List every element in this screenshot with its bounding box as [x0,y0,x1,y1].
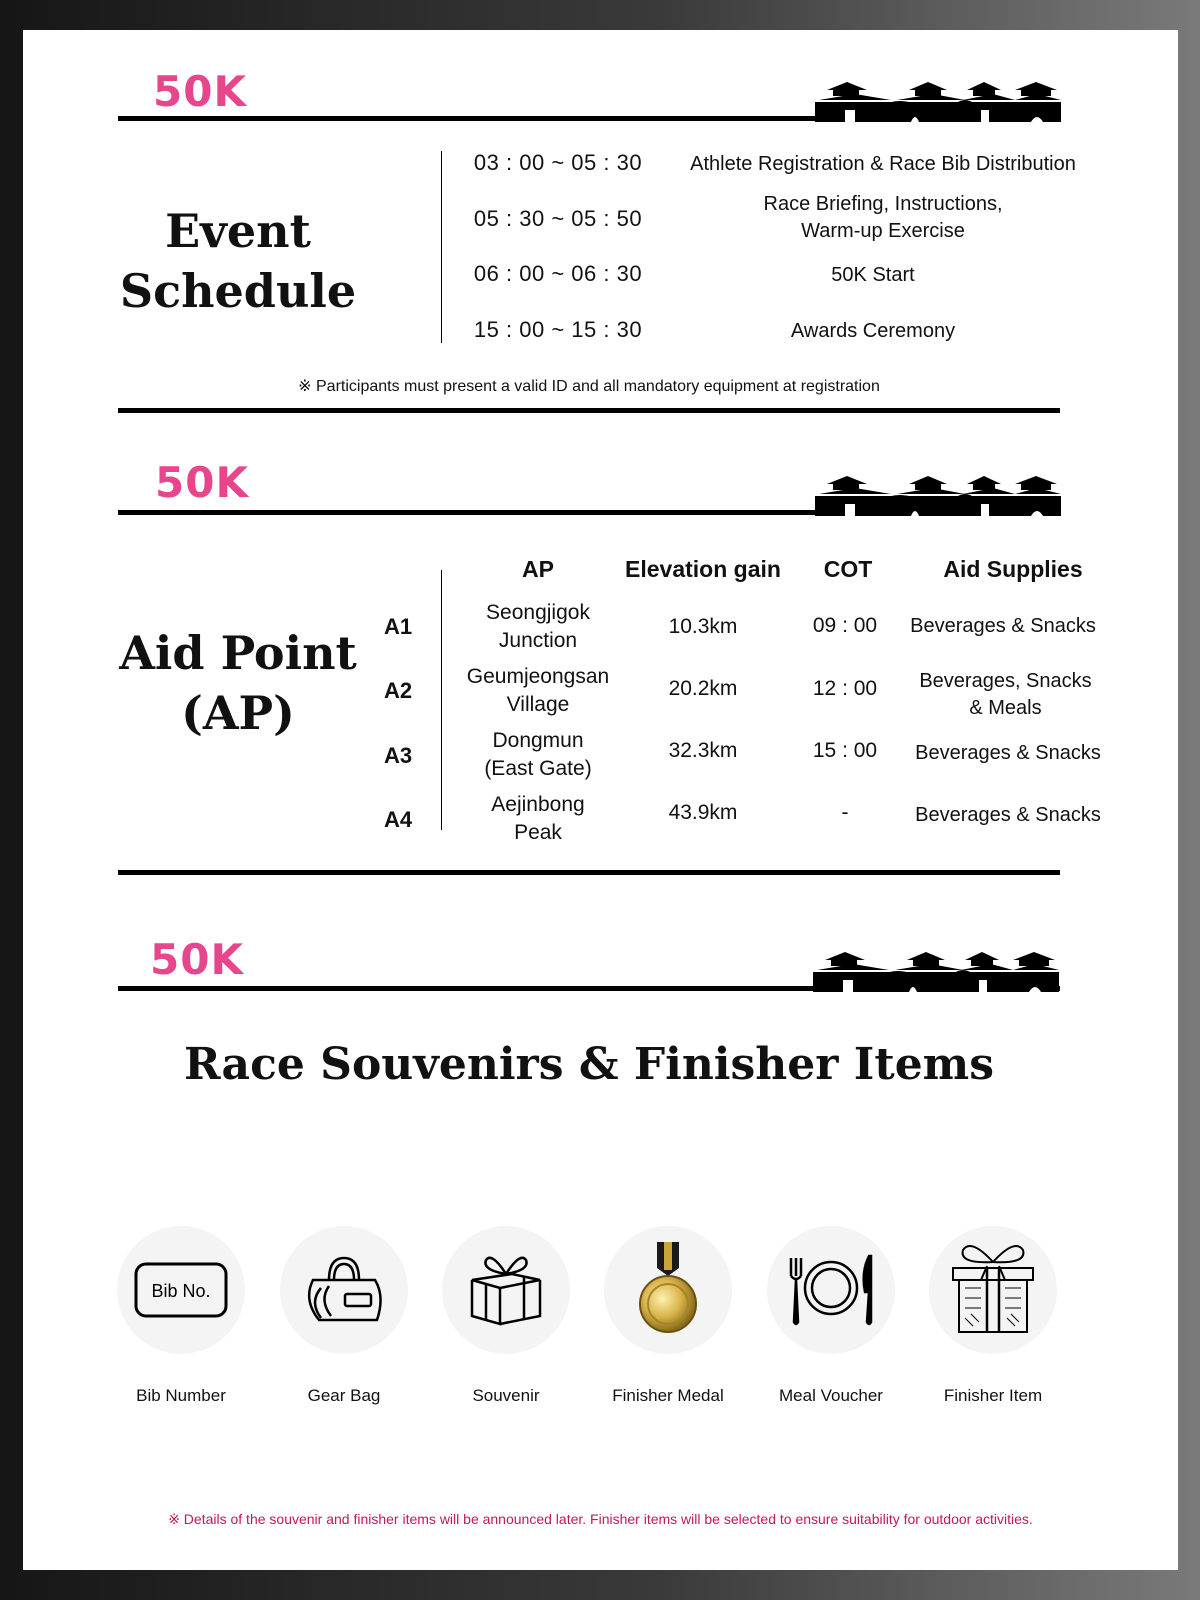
schedule-time-4: 15 : 00 ~ 15 : 30 [473,317,643,342]
item-label: Finisher Medal [612,1386,724,1405]
schedule-desc-1: Athlete Registration & Race Bib Distribution [690,153,1076,175]
aid-row-id: A1 [383,614,413,639]
fortress-skyline-icon [815,476,1061,516]
schedule-time-1: 03 : 00 ~ 05 : 30 [473,150,643,175]
item-finisher-item [929,1226,1057,1354]
aid-row-supplies: Beverages, Snacks & Meals [919,670,1092,719]
bib-icon [133,1260,229,1320]
gift-box-icon [464,1250,548,1330]
schedule-title-line1: Event [165,204,311,258]
schedule-divider [441,151,442,343]
medal-icon [633,1242,703,1338]
aid-row-id: A4 [383,807,413,832]
fortress-skyline-icon [813,952,1059,992]
header-supplies: Aid Supplies [943,556,1083,582]
section-divider [118,870,1060,875]
item-meal-voucher [767,1226,895,1354]
plate-cutlery-icon [783,1250,879,1330]
aid-title-line2: (AP) [181,685,295,740]
souvenirs-title: Race Souvenirs & Finisher Items [183,1039,995,1090]
header-cot: COT [823,556,873,582]
schedule-desc-2: Race Briefing, Instructions, Warm-up Exercise [763,193,1003,242]
item-bib-number [117,1226,245,1354]
schedule-title [113,202,363,322]
aid-row-cot: 12 : 00 [812,677,878,700]
header-ap: AP [522,556,554,582]
schedule-time-3: 06 : 00 ~ 06 : 30 [473,261,643,286]
section-tag: 50K [153,67,247,116]
item-label: Meal Voucher [779,1386,883,1405]
aid-row-id: A3 [383,743,413,768]
aid-row-supplies: Beverages & Snacks [915,742,1101,764]
aid-row-supplies: Beverages & Snacks [915,804,1101,826]
schedule-note: ※ Participants must present a valid ID and all mandatory equipment at registration [298,378,880,395]
poster-page [23,30,1178,1570]
aid-row-cot: - [841,801,849,824]
fortress-skyline-icon [815,82,1061,122]
aid-title [113,624,363,744]
section-tag: 50K [150,935,244,984]
header-elevation: Elevation gain [625,556,781,582]
aid-row-ap: Aejinbong Peak [491,793,585,844]
schedule-desc-4: Awards Ceremony [790,320,956,342]
bib-icon-text: Bib No. [151,1281,211,1301]
souvenirs-note: ※ Details of the souvenir and finisher items will be announced later. Finisher items will be selected to ensure suitability for outdoor activities. [168,1511,1033,1527]
item-label: Souvenir [472,1386,540,1405]
aid-row-ap: Seongjigok Junction [486,601,590,652]
aid-row-elevation: 32.3km [668,739,738,762]
aid-row-ap: Geumjeongsan Village [466,665,610,716]
section-divider [118,408,1060,413]
gear-bag-icon [299,1250,389,1330]
aid-title-line1: Aid Point [119,626,357,680]
schedule-time-2: 05 : 30 ~ 05 : 50 [473,206,643,231]
aid-row-ap: Dongmun (East Gate) [484,729,592,780]
aid-row-id: A2 [383,678,413,703]
aid-divider [441,570,442,830]
aid-row-cot: 15 : 00 [812,739,878,762]
present-icon [947,1242,1039,1338]
item-label: Gear Bag [307,1386,381,1405]
aid-row-cot: 09 : 00 [812,614,878,637]
aid-row-elevation: 10.3km [668,615,738,638]
schedule-title-line2: Schedule [119,263,357,318]
schedule-desc-3: 50K Start [831,264,915,286]
item-souvenir [442,1226,570,1354]
aid-row-elevation: 20.2km [668,677,738,700]
aid-row-elevation: 43.9km [668,801,738,824]
aid-row-supplies: Beverages & Snacks [910,615,1096,637]
item-gear-bag [280,1226,408,1354]
item-label: Bib Number [136,1386,226,1405]
item-label: Finisher Item [943,1386,1043,1405]
item-finisher-medal [604,1226,732,1354]
section-tag: 50K [155,458,249,507]
